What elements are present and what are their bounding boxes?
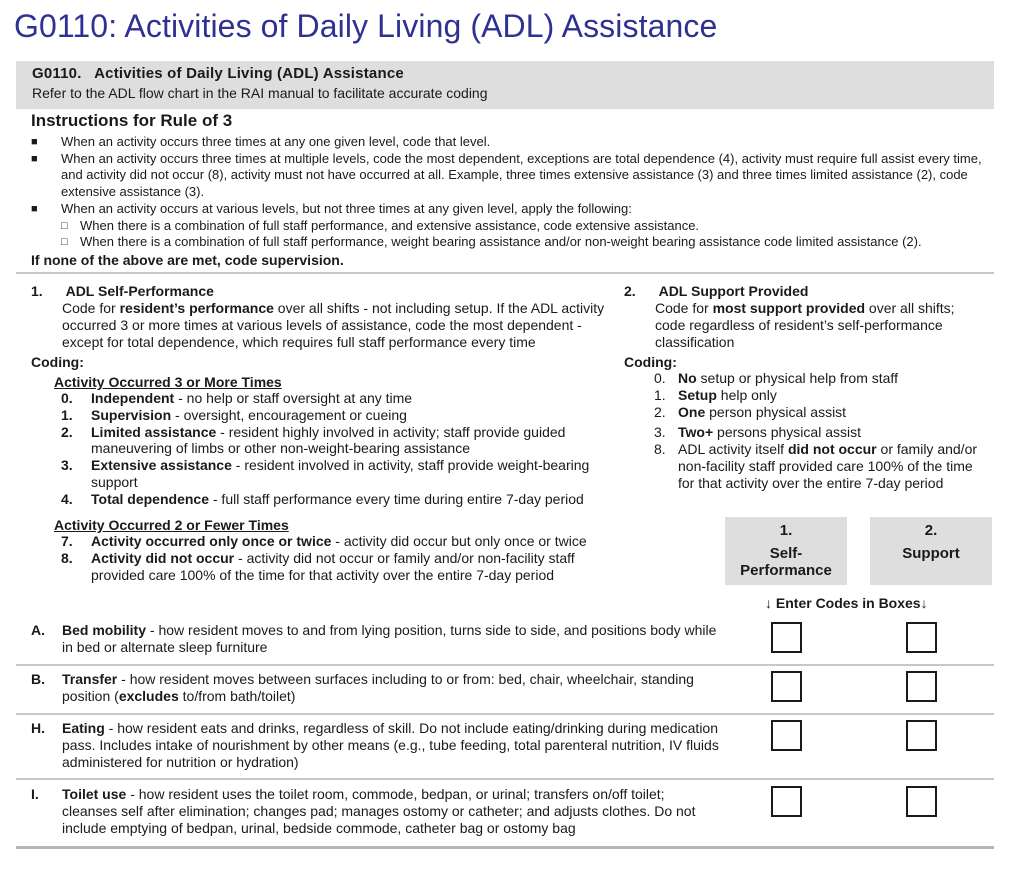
support-provided-intro	[624, 283, 1004, 351]
row-desc: administered for nutrition or hydration)	[62, 754, 299, 770]
hollow-square-bullet-icon: □	[61, 219, 68, 232]
row-toilet-use	[31, 786, 731, 837]
code-item	[61, 533, 621, 550]
row-desc: - how resident moves to and from lying position, turns side to side, and positions body while	[146, 622, 717, 638]
code-desc: or family and/or	[876, 441, 978, 458]
divider	[16, 664, 994, 666]
row-eating	[31, 720, 731, 771]
support-code-box-bed-mobility[interactable]	[906, 622, 937, 653]
code-item	[654, 404, 1004, 421]
code-item	[61, 424, 601, 458]
code-desc: - resident involved in activity, staff provide weight-bearing	[231, 457, 590, 474]
rule-item-text: When an activity occurs three times at multiple levels, code the most dependent, exceptions are total dependence (4), activity must require full assist every time, and activity did not occur (8), activity must not have occurred at all. Example, three times extensive assistance (3) and three times limited assistance (2), code extensive assistance (3).	[61, 150, 982, 200]
code-desc: - no help or staff oversight at any time	[174, 390, 413, 406]
self-performance-number: 1.	[31, 283, 43, 299]
column-header-support	[870, 517, 992, 585]
row-desc: cleanses self after elimination; changes pad; manages ostomy or catheter; and adjusts clothes. Do not	[62, 803, 696, 819]
rule-item	[31, 201, 991, 218]
row-letter: I.	[31, 786, 39, 802]
code-item	[61, 457, 601, 491]
row-transfer	[31, 671, 731, 705]
self-performance-intro	[31, 283, 611, 351]
code-term: Activity occurred only once or twice	[91, 533, 332, 549]
column-label: Self-	[769, 545, 803, 562]
code-term: Total dependence	[91, 490, 209, 507]
code-desc: setup or physical help from staff	[696, 370, 898, 386]
self-performance-heading: ADL Self-Performance	[65, 283, 214, 299]
divider	[16, 272, 994, 274]
code-desc: maneuvering of limbs or other non-weight-bearing assistance	[91, 440, 470, 457]
enter-codes-instruction: ↓ Enter Codes in Boxes↓	[765, 595, 928, 611]
code-term: Two+	[678, 424, 714, 441]
code-number: 3.	[61, 457, 73, 474]
code-term: Supervision	[91, 406, 172, 423]
code-number: 8.	[654, 441, 666, 458]
column-number: 2.	[924, 522, 938, 539]
code-desc: - oversight, encouragement or cueing	[171, 406, 407, 423]
self-performance-code-box-bed-mobility[interactable]	[771, 622, 802, 653]
row-letter: H.	[31, 720, 45, 736]
rule-of-3-list	[31, 134, 991, 269]
row-desc: to/from bath/toilet)	[178, 688, 296, 704]
code-desc: provided care 100% of the time for that activity over the entire 7-day period	[91, 566, 555, 583]
hollow-square-bullet-icon: □	[61, 236, 68, 249]
code-term: Setup	[678, 386, 717, 403]
code-term: Independent	[91, 390, 175, 406]
row-term: Toilet use	[62, 786, 127, 802]
row-desc: position (	[62, 688, 119, 704]
support-code-box-transfer[interactable]	[906, 671, 937, 702]
code-number: 3.	[654, 424, 666, 441]
row-letter: B.	[31, 671, 45, 687]
column-label: Performance	[740, 562, 832, 579]
support-provided-codes	[654, 370, 1004, 492]
support-provided-text: classification	[655, 334, 735, 350]
section-title: G0110. Activities of Daily Living (ADL) Assistance	[32, 65, 404, 82]
self-performance-text: over all shifts - not including setup. If the ADL activity	[273, 300, 605, 316]
rule-item	[31, 151, 991, 201]
rule-sub-item-text: When there is a combination of full staff performance, and extensive assistance, code extensive assistance.	[80, 217, 700, 233]
self-performance-text: Code for	[62, 300, 120, 316]
self-performance-codes-group-1	[61, 390, 601, 508]
code-term: Limited assistance	[91, 423, 217, 440]
code-desc: support	[91, 473, 138, 490]
row-term: Transfer	[62, 671, 118, 687]
code-desc: - full staff performance every time during entire 7-day period	[208, 490, 584, 507]
code-number: 8.	[61, 549, 73, 566]
self-performance-code-box-toilet-use[interactable]	[771, 786, 802, 817]
row-desc: - how resident uses the toilet room, commode, bedpan, or urinal; transfers on/off toilet;	[126, 786, 665, 802]
code-desc: - resident highly involved in activity; staff provide guided	[216, 423, 566, 440]
bottom-divider	[16, 846, 994, 849]
rule-item-text: When an activity occurs three times at any one given level, code that level.	[61, 134, 491, 149]
code-term: No	[678, 370, 697, 386]
code-term: did not occur	[787, 441, 877, 458]
row-desc: - how resident eats and drinks, regardless of skill. Do not include eating/drinking during medication	[104, 720, 718, 736]
code-desc: ADL activity itself	[678, 441, 788, 458]
code-item	[654, 424, 1004, 441]
code-number: 1.	[61, 406, 73, 423]
code-number: 4.	[61, 490, 73, 507]
row-term: Bed mobility	[62, 622, 147, 638]
square-bullet-icon: ■	[31, 136, 38, 148]
code-number: 2.	[61, 423, 73, 440]
code-term: One	[678, 403, 706, 420]
self-performance-bold-text: resident’s performance	[119, 300, 274, 316]
section-subtitle: Refer to the ADL flow chart in the RAI manual to facilitate accurate coding	[32, 85, 488, 101]
code-number: 2.	[654, 403, 666, 420]
code-number: 7.	[61, 533, 73, 549]
support-provided-text: over all shifts;	[865, 300, 955, 316]
column-label: Support	[902, 545, 960, 562]
code-desc: - activity did not occur or family and/or non-facility staff	[234, 549, 575, 566]
coding-label: Coding:	[624, 354, 677, 370]
divider	[16, 713, 994, 715]
square-bullet-icon: ■	[31, 202, 38, 215]
self-performance-code-box-transfer[interactable]	[771, 671, 802, 702]
self-performance-text: except for total dependence, which requires full staff performance every time	[62, 334, 536, 350]
support-provided-heading: ADL Support Provided	[658, 283, 809, 299]
rule-sub-item	[31, 218, 991, 235]
column-header-self-performance	[725, 517, 847, 585]
code-desc: person physical assist	[705, 403, 847, 420]
code-item	[61, 550, 621, 584]
row-desc: - how resident moves between surfaces including to or from: bed, chair, wheelchair, standing	[117, 671, 694, 687]
code-desc: - activity did occur but only once or twice	[331, 533, 587, 549]
row-desc: include emptying of bedpan, urinal, bedside commode, catheter bag or ostomy bag	[62, 820, 576, 836]
code-item	[654, 387, 1004, 404]
code-number: 0.	[61, 390, 73, 406]
support-code-box-eating[interactable]	[906, 720, 937, 751]
coding-label: Coding:	[31, 354, 84, 370]
support-provided-number: 2.	[624, 283, 636, 299]
row-desc: in bed or alternate sleep furniture	[62, 639, 268, 655]
code-desc: persons physical assist	[713, 424, 861, 441]
code-desc: for that activity over the entire 7-day period	[678, 474, 944, 491]
group-title: Activity Occurred 2 or Fewer Times	[54, 517, 289, 533]
row-bold-text: excludes	[118, 688, 179, 704]
rule-sub-item-text: When there is a combination of full staff performance, weight bearing assistance and/or non-weight bearing assistance code limited assistance (2).	[80, 234, 922, 250]
rule-item	[31, 134, 991, 151]
rule-item-text: When an activity occurs at various levels, but not three times at any given level, apply the following:	[61, 200, 632, 216]
code-term: Extensive assistance	[91, 457, 232, 474]
code-desc: help only	[716, 386, 777, 403]
code-item	[654, 370, 1004, 387]
square-bullet-icon: ■	[31, 152, 38, 165]
self-performance-text: occurred 3 or more times at various levels of assistance, code the most dependent -	[62, 317, 582, 333]
support-provided-text: Code for	[655, 300, 713, 316]
support-provided-bold-text: most support provided	[712, 300, 866, 316]
code-term: Activity did not occur	[91, 549, 235, 566]
rule-final-note: If none of the above are met, code supervision.	[31, 251, 344, 268]
page-title: G0110: Activities of Daily Living (ADL) Assistance	[14, 8, 718, 44]
code-number: 1.	[654, 386, 666, 403]
row-desc: pass. Includes intake of nourishment by other means (e.g., tube feeding, total parenteral nutrition, IV fluids	[62, 737, 719, 753]
column-number: 1.	[779, 522, 793, 539]
self-performance-codes-group-2	[61, 533, 621, 583]
group-title: Activity Occurred 3 or More Times	[54, 374, 282, 390]
code-desc: non-facility staff provided care 100% of the time	[678, 457, 973, 474]
divider	[16, 778, 994, 780]
support-code-box-toilet-use[interactable]	[906, 786, 937, 817]
row-letter: A.	[31, 622, 45, 638]
code-item	[654, 441, 1004, 491]
section-header	[16, 61, 994, 109]
row-bed-mobility	[31, 622, 731, 656]
code-number: 0.	[654, 370, 666, 386]
support-provided-text: code regardless of resident’s self-performance	[655, 317, 943, 333]
code-item	[61, 407, 601, 424]
self-performance-code-box-eating[interactable]	[771, 720, 802, 751]
rule-sub-item	[31, 234, 991, 251]
code-item	[61, 491, 601, 508]
code-item	[61, 390, 601, 407]
row-term: Eating	[62, 720, 105, 736]
rule-of-3-title: Instructions for Rule of 3	[31, 111, 233, 130]
